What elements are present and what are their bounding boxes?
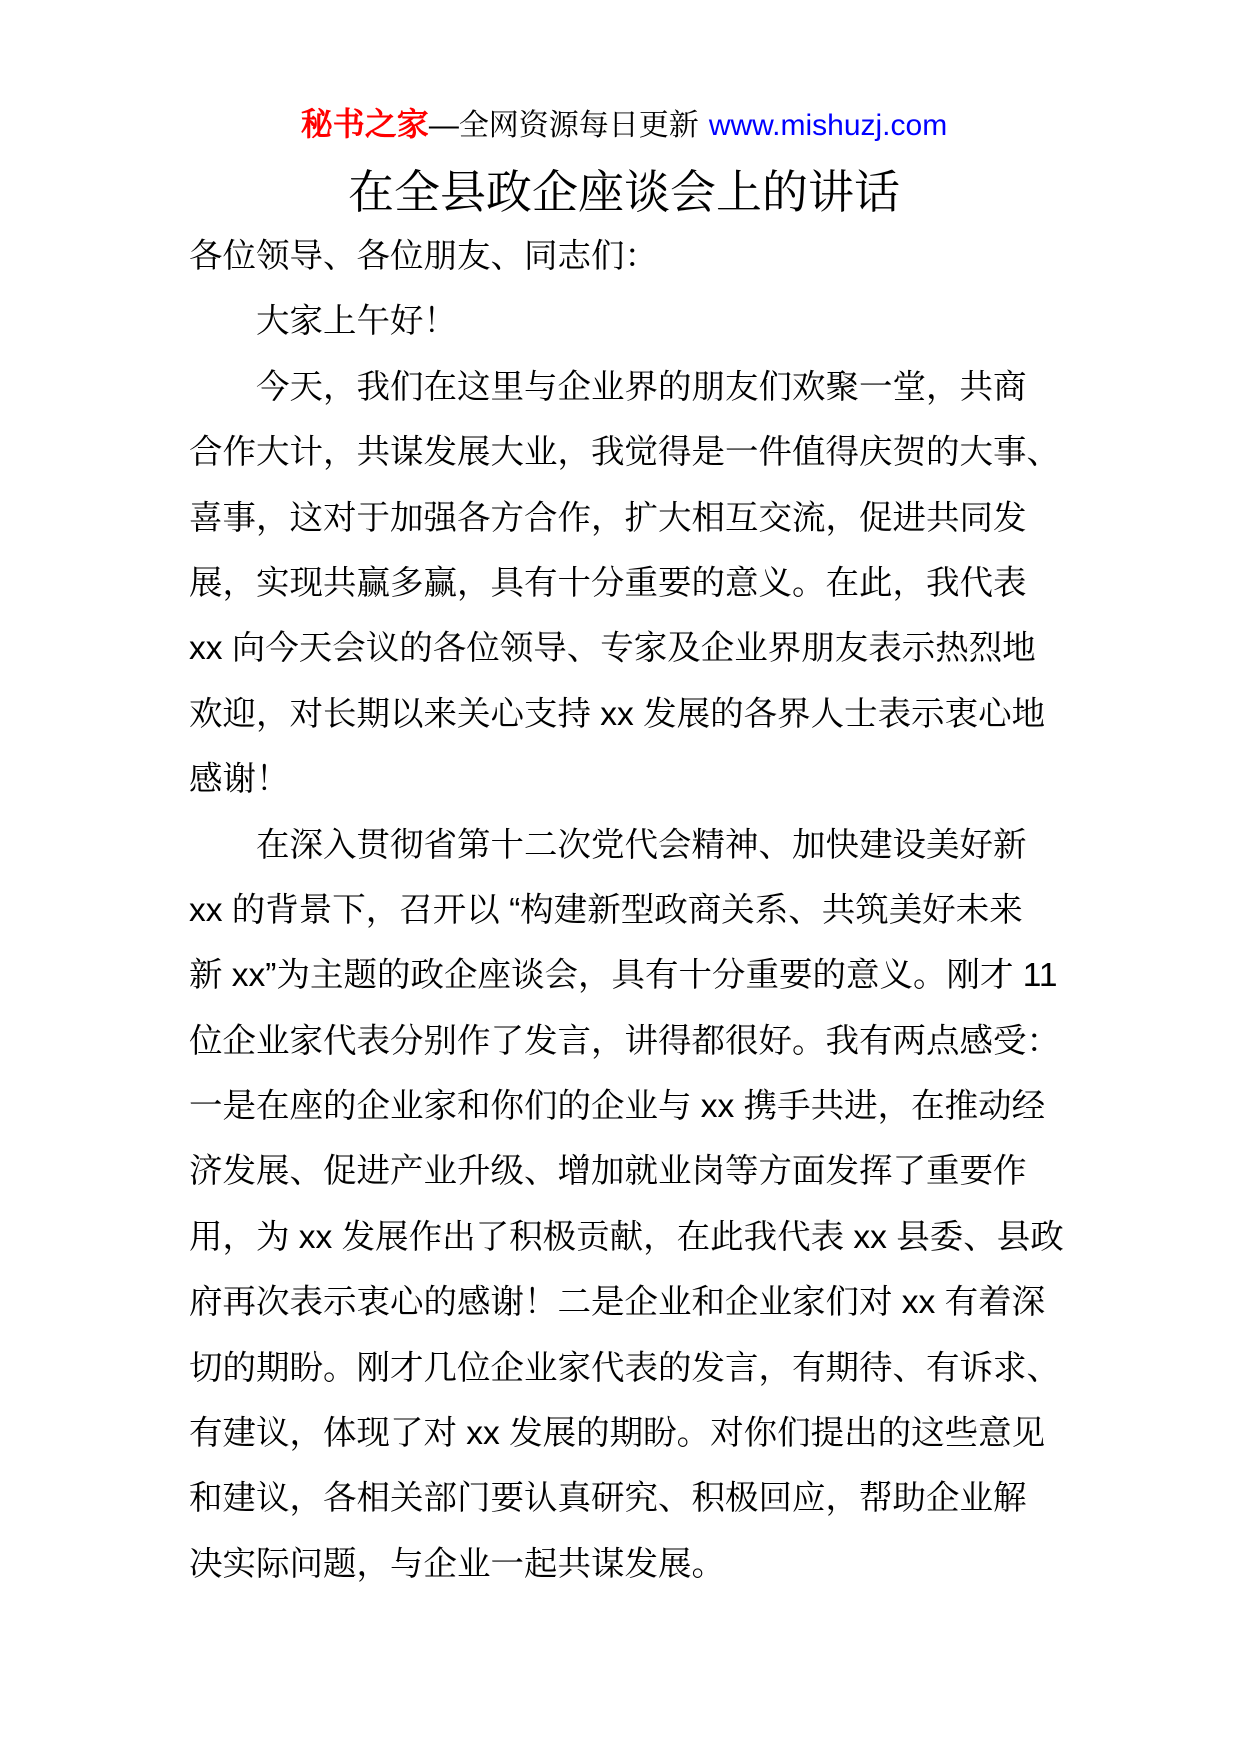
header-tagline: —全网资源每日更新 — [428, 109, 699, 142]
paragraph-line: 用，为 xx 发展作出了积极贡献，在此我代表 xx 县委、县政 — [189, 1218, 1064, 1256]
paragraph-line: 欢迎，对长期以来关心支持 xx 发展的各界人士表示衷心地 — [189, 695, 1046, 733]
paragraph-line: 决实际问题，与企业一起共谋发展。 — [189, 1545, 725, 1583]
paragraph-line: 和建议，各相关部门要认真研究、积极回应，帮助企业解 — [189, 1480, 1027, 1518]
paragraph-line: 今天，我们在这里与企业界的朋友们欢聚一堂，共商 — [256, 368, 1027, 406]
document-title: 在全县政企座谈会上的讲话 — [348, 166, 900, 218]
paragraph-line: 新 xx”为主题的政企座谈会，具有十分重要的意义。刚才 11 — [189, 957, 1058, 995]
paragraph-line: 有建议，体现了对 xx 发展的期盼。对你们提出的这些意见 — [189, 1415, 1046, 1453]
paragraph-line: 切的期盼。刚才几位企业家代表的发言，有期待、有诉求、 — [189, 1349, 1060, 1387]
page-header — [8, 104, 1240, 146]
paragraph-line: 一是在座的企业家和你们的企业与 xx 携手共进，在推动经 — [189, 1088, 1046, 1126]
body-paragraph — [189, 355, 1189, 813]
brand-name: 秘书之家 — [300, 106, 429, 142]
paragraph-line: 合作大计，共谋发展大业，我觉得是一件值得庆贺的大事、 — [189, 434, 1060, 472]
paragraph-line: 喜事，这对于加强各方合作，扩大相互交流，促进共同发 — [189, 499, 1027, 537]
paragraph-line: xx 的背景下，召开以 “构建新型政商关系、共筑美好未来 — [189, 891, 1023, 929]
greeting: 大家上午好！ — [256, 303, 457, 341]
paragraph-line: 府再次表示衷心的感谢！二是企业和企业家们对 xx 有着深 — [189, 1284, 1046, 1322]
paragraph-line: 在深入贯彻省第十二次党代会精神、加快建设美好新 — [256, 826, 1027, 864]
paragraph-line: 位企业家代表分别作了发言，讲得都很好。我有两点感受： — [189, 1022, 1060, 1060]
paragraph-line: 感谢！ — [189, 761, 290, 799]
website-link[interactable]: www.mishuzj.com — [708, 109, 948, 142]
document-body — [189, 224, 1189, 1597]
salutation: 各位领导、各位朋友、同志们： — [189, 238, 658, 275]
body-paragraph — [189, 813, 1189, 1598]
paragraph-line: 展，实现共赢多赢，具有十分重要的意义。在此，我代表 — [189, 564, 1027, 602]
paragraph-line: xx 向今天会议的各位领导、专家及企业界朋友表示热烈地 — [189, 630, 1036, 668]
paragraph-line: 济发展、促进产业升级、增加就业岗等方面发挥了重要作 — [189, 1153, 1027, 1191]
